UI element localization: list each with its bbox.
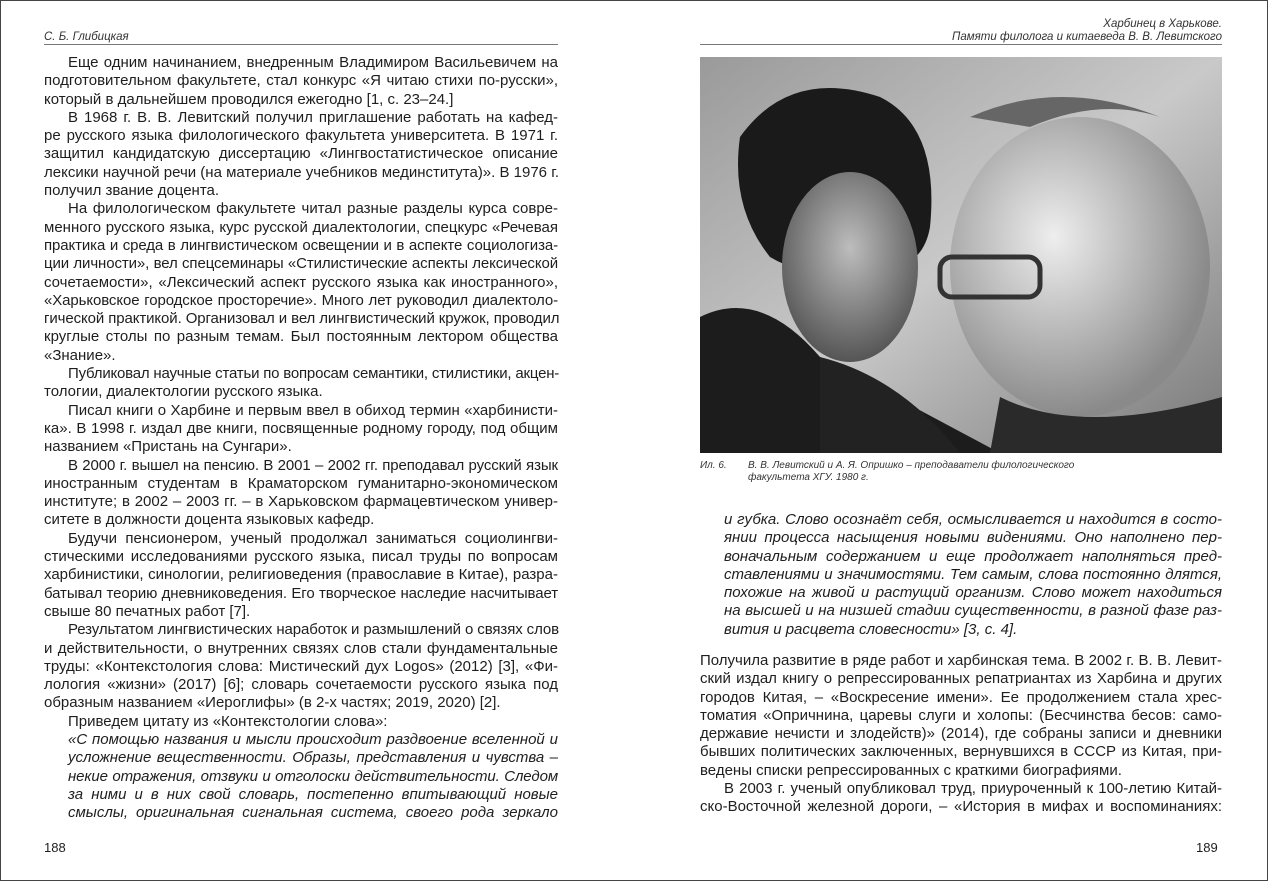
text-line: Получила развитие в ряде работ и харбинская тема. В 2002 г. В. В. Левит- (700, 652, 1222, 669)
text-line: менного русского языка, курс русской диалектологии, спецкурс «Речевая (44, 218, 558, 236)
text-line: державие нечисти и злодейств)» (2014), где собраны записи и дневники (700, 725, 1222, 743)
right-header-rule (700, 44, 1222, 45)
right-running-head (952, 18, 1222, 44)
text-line: названием «Пристань на Сунгари». (44, 438, 292, 456)
left-header-rule (44, 44, 558, 45)
text-line: сочетаемости», «Лексический аспект русского языка как иностранного», (44, 273, 558, 291)
text-line: гической практикой. Организовал и вел лингвистический кружок, проводил (44, 310, 560, 328)
text-line: стическими исследованиями русского языка, писал труды по вопросам (44, 548, 558, 566)
text-line: Результатом лингвистических наработок и размышлений о связях слов (68, 621, 560, 639)
text-line: ситете в должности доцента языковых кафедр. (44, 511, 375, 529)
right-page-body (700, 652, 1222, 817)
text-line: ции личности», вел спецсеминары «Стилистические аспекты лексической (44, 255, 558, 273)
figure-label: Ил. 6. (700, 460, 727, 471)
text-line: ведены списки репрессированных с краткими биографиями. (700, 761, 1122, 779)
text-line: ский издал книгу о репрессированных репатриантах из Харбина и других (700, 670, 1222, 688)
text-line: свыше 80 печатных работ [7]. (44, 602, 251, 620)
text-line: ка». В 1998 г. издал две книги, посвященные родному городу, под общим (44, 419, 558, 437)
text-line: институте; в 2002 – 2003 гг. – в Харьковском фармацевтическом универ- (44, 493, 558, 511)
text-line: некие отражения, отзвуки и отголоски действительности. Следом (68, 767, 558, 785)
text-line: «Знание». (44, 346, 116, 364)
photo-two-men-icon (700, 57, 1222, 453)
running-head-line-2: Памяти филолога и китаеведа В. В. Левитского (952, 31, 1222, 43)
text-line: ставлениями и значимостями. Тем самым, слова постоянно длятся, (724, 565, 1222, 583)
text-line: городов Китая, – «Воскресение имени». Ее продолжением стала хрес- (700, 688, 1222, 706)
text-line: вития и расцвета словесности» [3, с. 4]. (724, 620, 1018, 638)
text-line: круглые столы по разным темам. Был постоянным лектором общества (44, 328, 558, 346)
text-line: «Харьковское городское просторечие». Много лет руководил диалектоло- (44, 291, 558, 309)
text-line: смыслы, оригинальная сигнальная система, своего рода зеркало (68, 804, 558, 822)
text-line: получил звание доцента. (44, 182, 220, 200)
text-line: батывал теорию дневниковедения. Его творческое наследие насчитывает (44, 584, 558, 602)
text-line: Будучи пенсионером, ученый продолжал заниматься социолингви- (68, 529, 558, 547)
text-line: В 1968 г. В. В. Левитский получил приглашение работать на кафед- (68, 108, 558, 126)
text-line: Приведем цитату из «Контекстологии слова»: (68, 712, 388, 730)
text-line: воначальным содержанием и еще продолжает наполняться пред- (724, 547, 1222, 565)
running-head-line-1: Харбинец в Харькове. (1103, 18, 1222, 30)
text-line: янии процесса насыщения новыми видениями. Оно наполнено пер- (724, 529, 1222, 547)
text-line: Писал книги о Харбине и первым ввел в обиход термин «харбинисти- (68, 401, 558, 419)
text-line: похожие на живой и растущий организм. Слово может находиться (724, 584, 1222, 602)
left-running-head: С. Б. Глибицкая (44, 31, 129, 43)
text-line: ско-Восточной железной дороги, – «История в мифах и воспоминаниях: (700, 798, 1222, 816)
text-line: На филологическом факультете читал разные разделы курса совре- (68, 200, 558, 218)
text-line: и действительности, о внутренних связях слов стали фундаментальные (44, 639, 558, 657)
text-line: лология «жизни» (2017) [6]; словарь сочетаемости русского языка под (44, 676, 558, 694)
text-line: томатия «Опричнина, царевы слуги и холопы: (Бесчинства бесов: само- (700, 706, 1222, 724)
figure-caption-text (748, 460, 1168, 484)
text-line: и губка. Слово осознаёт себя, осмысливается и находится в состо- (724, 511, 1222, 528)
text-line: защитил кандидатскую диссертацию «Лингвостатистическое описание (44, 145, 558, 163)
text-line: ре русского языка филологического факультета университета. В 1971 г. (44, 127, 558, 145)
text-line: который в дальнейшем проводился ежегодно [1, с. 23–24.] (44, 90, 454, 108)
page-number-right: 189 (1196, 840, 1218, 855)
text-line: Публиковал научные статьи по вопросам семантики, стилистики, акцен- (68, 365, 560, 383)
caption-line-2: факультета ХГУ. 1980 г. (748, 472, 869, 483)
text-line: практика и среда в лингвистическом освещении и в аспекте социологиза- (44, 236, 558, 254)
text-line: иностранным студентам в Краматорском гуманитарно-экономическом (44, 474, 558, 492)
caption-line-1: В. В. Левитский и А. Я. Опришко – преподаватели филологического (748, 460, 1075, 471)
text-line: бывших политических заключенных, вернувшихся в СССР из Китая, при- (700, 743, 1222, 761)
right-quote-block (724, 511, 1222, 639)
text-line: Еще одним начинанием, внедренным Владимиром Васильевичем на (68, 54, 558, 71)
figure-photo (700, 57, 1222, 453)
text-line: харбинистики, синологии, религиоведения (православие в Китае), разра- (44, 566, 558, 584)
text-line: образным названием «Иероглифы» (в 2-х частях; 2019, 2020) [2]. (44, 694, 501, 712)
text-line: усложнение вещественности. Образы, представления и чувства – (68, 749, 558, 767)
text-line: В 2000 г. вышел на пенсию. В 2001 – 2002 гг. преподавал русский язык (68, 456, 558, 474)
text-line: труды: «Контекстология слова: Мистический дух Logos» (2012) [3], «Фи- (44, 657, 558, 675)
text-line: тологии, диалектологии русского языка. (44, 383, 323, 401)
text-line: за ними и в них свой словарь, постепенно впитывающий новые (68, 785, 558, 803)
text-line: подготовительном факультете, стал конкурс «Я читаю стихи по-русски», (44, 72, 558, 90)
text-line: лексики научной речи (на материале учебников мединститута)». В 1976 г. (44, 163, 560, 181)
text-line: В 2003 г. ученый опубликовал труд, приуроченный к 100-летию Китай- (724, 780, 1222, 798)
text-line: на высшей и на низшей стадии существенности, в разной фазе раз- (724, 602, 1222, 620)
left-page-body (44, 54, 558, 822)
text-line: «С помощью названия и мысли происходит раздвоение вселенной и (68, 730, 558, 748)
page-number-left: 188 (44, 840, 66, 855)
